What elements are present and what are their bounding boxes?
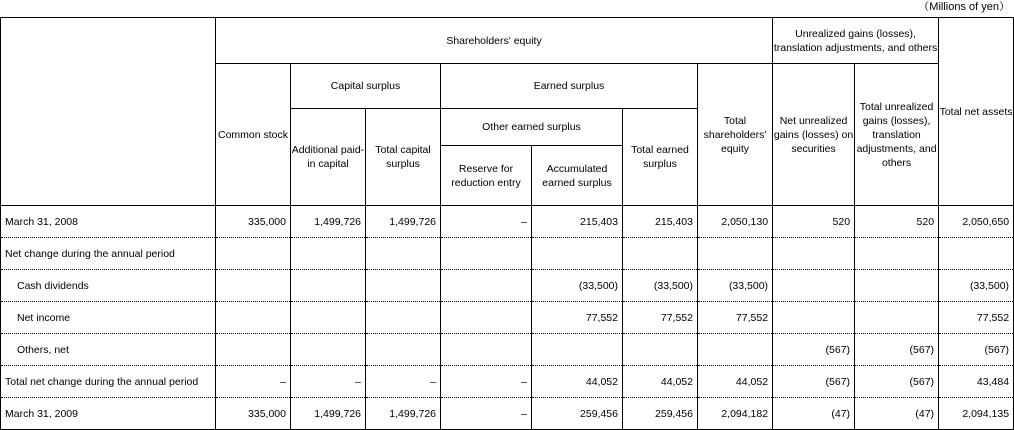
header-shareholders-equity: Shareholders' equity (216, 18, 773, 64)
cell (366, 238, 441, 270)
cell (532, 238, 623, 270)
cell (291, 334, 366, 366)
header-net-unrealized: Net unrealized gains (losses) on securities (773, 64, 855, 206)
cell (773, 270, 855, 302)
cell: 2,050,130 (698, 206, 773, 238)
cell (441, 302, 532, 334)
cell (855, 302, 939, 334)
equity-statement-table (0, 17, 1014, 430)
cell (366, 302, 441, 334)
cell (291, 270, 366, 302)
table-row (1, 270, 1014, 302)
cell: 259,456 (532, 398, 623, 430)
cell: 2,094,135 (939, 398, 1014, 430)
table-row (1, 334, 1014, 366)
cell (216, 334, 291, 366)
header-total-shareholders-equity: Total shareholders' equity (698, 64, 773, 206)
table-row (1, 366, 1014, 398)
cell: – (216, 366, 291, 398)
unit-label: （Millions of yen） (918, 1, 1010, 13)
cell (291, 238, 366, 270)
cell: 1,499,726 (291, 398, 366, 430)
cell (773, 302, 855, 334)
row-label: March 31, 2009 (1, 398, 216, 430)
header-total-earned-surplus: Total earned surplus (623, 109, 698, 206)
cell: 1,499,726 (366, 206, 441, 238)
cell (623, 238, 698, 270)
table-row (1, 398, 1014, 430)
header-reserve-reduction: Reserve for reduction entry (441, 146, 532, 206)
cell: 1,499,726 (366, 398, 441, 430)
cell (291, 302, 366, 334)
cell: 259,456 (623, 398, 698, 430)
header-common-stock: Common stock (216, 64, 291, 206)
table-row (1, 302, 1014, 334)
table-row (1, 238, 1014, 270)
cell: (47) (773, 398, 855, 430)
cell: – (366, 366, 441, 398)
cell: – (291, 366, 366, 398)
cell: (33,500) (698, 270, 773, 302)
header-additional-paid-in: Additional paid-in capital (291, 109, 366, 206)
cell: 77,552 (623, 302, 698, 334)
cell (216, 302, 291, 334)
cell (698, 334, 773, 366)
cell (441, 238, 532, 270)
cell: (567) (773, 334, 855, 366)
cell (366, 334, 441, 366)
header-total-capital-surplus: Total capital surplus (366, 109, 441, 206)
header-accumulated-earned: Accumulated earned surplus (532, 146, 623, 206)
cell: 2,094,182 (698, 398, 773, 430)
header-capital-surplus: Capital surplus (291, 64, 441, 109)
cell: (33,500) (939, 270, 1014, 302)
cell: (47) (855, 398, 939, 430)
cell (216, 238, 291, 270)
cell (855, 238, 939, 270)
row-label: Net change during the annual period (1, 238, 216, 270)
cell: 44,052 (623, 366, 698, 398)
cell: – (441, 398, 532, 430)
cell: – (441, 366, 532, 398)
row-label: March 31, 2008 (1, 206, 216, 238)
cell: 335,000 (216, 206, 291, 238)
cell: 215,403 (623, 206, 698, 238)
cell: 215,403 (532, 206, 623, 238)
cell: (567) (773, 366, 855, 398)
table-row (1, 206, 1014, 238)
cell: 520 (855, 206, 939, 238)
row-label: Cash dividends (1, 270, 216, 302)
header-blank (1, 18, 216, 206)
row-label: Total net change during the annual period (1, 366, 216, 398)
cell (216, 270, 291, 302)
cell: – (441, 206, 532, 238)
cell: 520 (773, 206, 855, 238)
cell: 335,000 (216, 398, 291, 430)
cell (441, 270, 532, 302)
header-unrealized-group: Unrealized gains (losses), translation adjustments, and others (773, 18, 939, 64)
cell: (33,500) (532, 270, 623, 302)
header-other-earned-surplus: Other earned surplus (441, 109, 623, 146)
row-label: Net income (1, 302, 216, 334)
row-label: Others, net (1, 334, 216, 366)
header-earned-surplus: Earned surplus (441, 64, 698, 109)
cell: 77,552 (698, 302, 773, 334)
cell (366, 270, 441, 302)
cell: 77,552 (532, 302, 623, 334)
header-total-unrealized: Total unrealized gains (losses), translation adjustments, and others (855, 64, 939, 206)
cell (532, 334, 623, 366)
cell (698, 238, 773, 270)
cell (773, 238, 855, 270)
cell (939, 238, 1014, 270)
cell: 2,050,650 (939, 206, 1014, 238)
cell: (567) (855, 366, 939, 398)
cell: 1,499,726 (291, 206, 366, 238)
cell: (567) (855, 334, 939, 366)
cell: 44,052 (532, 366, 623, 398)
cell (855, 270, 939, 302)
cell: 43,484 (939, 366, 1014, 398)
cell: 77,552 (939, 302, 1014, 334)
cell: (33,500) (623, 270, 698, 302)
cell (623, 334, 698, 366)
cell: 44,052 (698, 366, 773, 398)
cell (441, 334, 532, 366)
header-total-net-assets: Total net assets (939, 18, 1014, 206)
cell: (567) (939, 334, 1014, 366)
